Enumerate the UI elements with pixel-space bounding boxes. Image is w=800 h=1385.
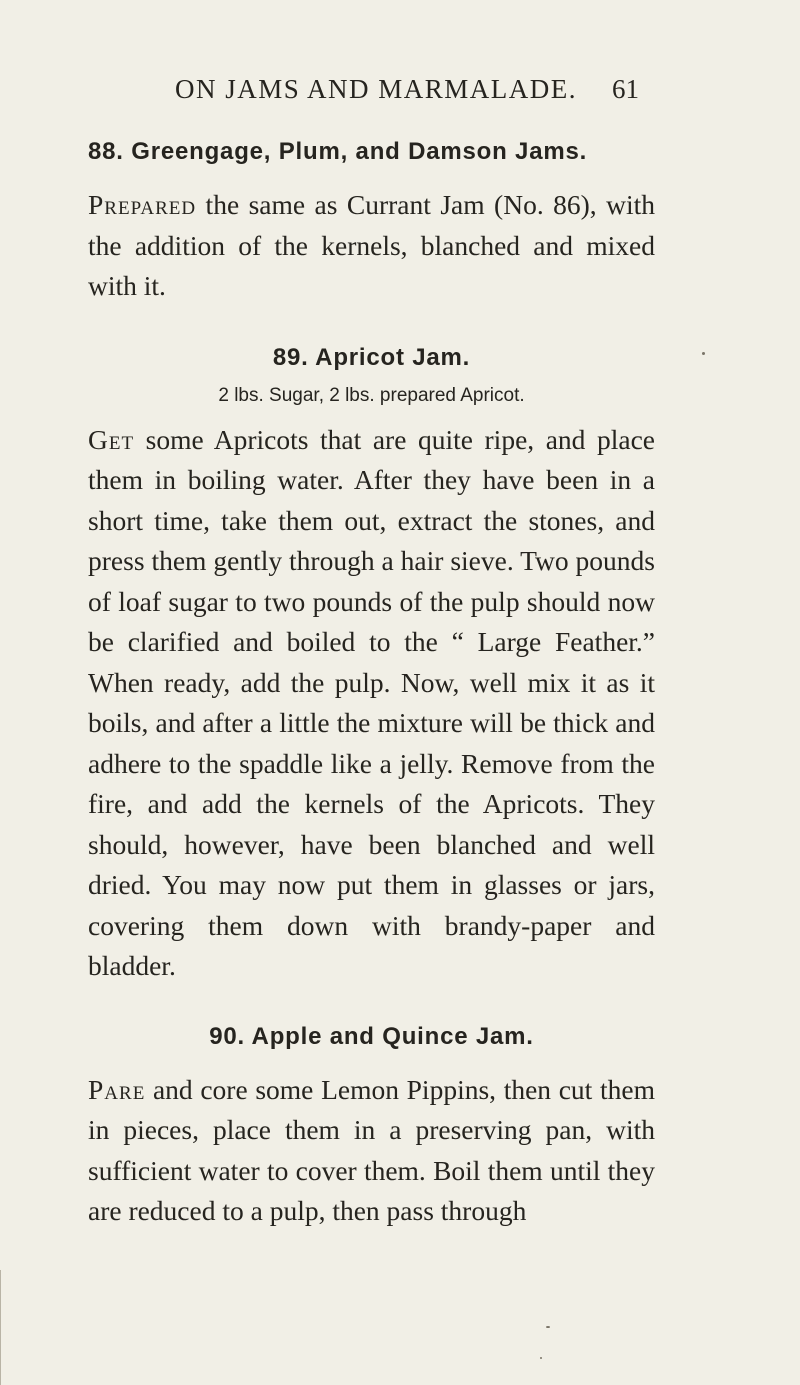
running-title: ON JAMS AND MARMALADE. xyxy=(175,74,578,104)
recipe-89-ingredients: 2 lbs. Sugar, 2 lbs. prepared Apricot. xyxy=(218,384,525,406)
recipe-89-heading: 89. Apricot Jam. xyxy=(272,343,471,371)
recipe-89-body xyxy=(88,420,655,987)
recipe-88-body xyxy=(88,185,655,307)
page-edge-shadow xyxy=(0,1270,1,1385)
recipe-89-lead-word: Get xyxy=(88,423,135,455)
recipe-90-lead-word: Pare xyxy=(88,1073,146,1105)
recipe-90-heading: 90. Apple and Quince Jam. xyxy=(209,1022,534,1050)
recipe-88-lead-word: Prepared xyxy=(88,189,197,220)
running-head xyxy=(0,74,800,114)
recipe-88-heading: 88. Greengage, Plum, and Damson Jams. xyxy=(88,138,588,165)
page-number: 61 xyxy=(612,74,639,104)
page-content xyxy=(88,138,655,1232)
recipe-89-text: some Apricots that are quite ripe, and place them in boiling water. After they have been in a short time, take them out, extract the stones, and press them gently through a hair sieve. Two pounds of loaf sugar to two pounds of the pulp should now be clarified and boiled to the “ Large Feather.” When ready, add the pulp. Now, well mix it as it boils, and after a little the mixture will be thick and adhere to the spaddle like a jelly. Remove from the fire, and add the kernels of the Apricots. They should, however, have been blanched and well dried. You may now put them in glasses or jars, covering them down with brandy-paper and bladder. xyxy=(88,423,655,981)
recipe-90-body xyxy=(88,1070,655,1232)
recipe-88-text: the same as Currant Jam (No. 86), with the addition of the kernels, blanched and mixed with it. xyxy=(88,189,655,301)
paper-speck xyxy=(546,1326,550,1328)
paper-speck xyxy=(702,352,705,355)
paper-speck xyxy=(540,1357,542,1359)
recipe-90-text: and core some Lemon Pippins, then cut them in pieces, place them in a preserving pan, with sufficient water to cover them. Boil them until they are reduced to a pulp, then pass through xyxy=(88,1073,655,1226)
